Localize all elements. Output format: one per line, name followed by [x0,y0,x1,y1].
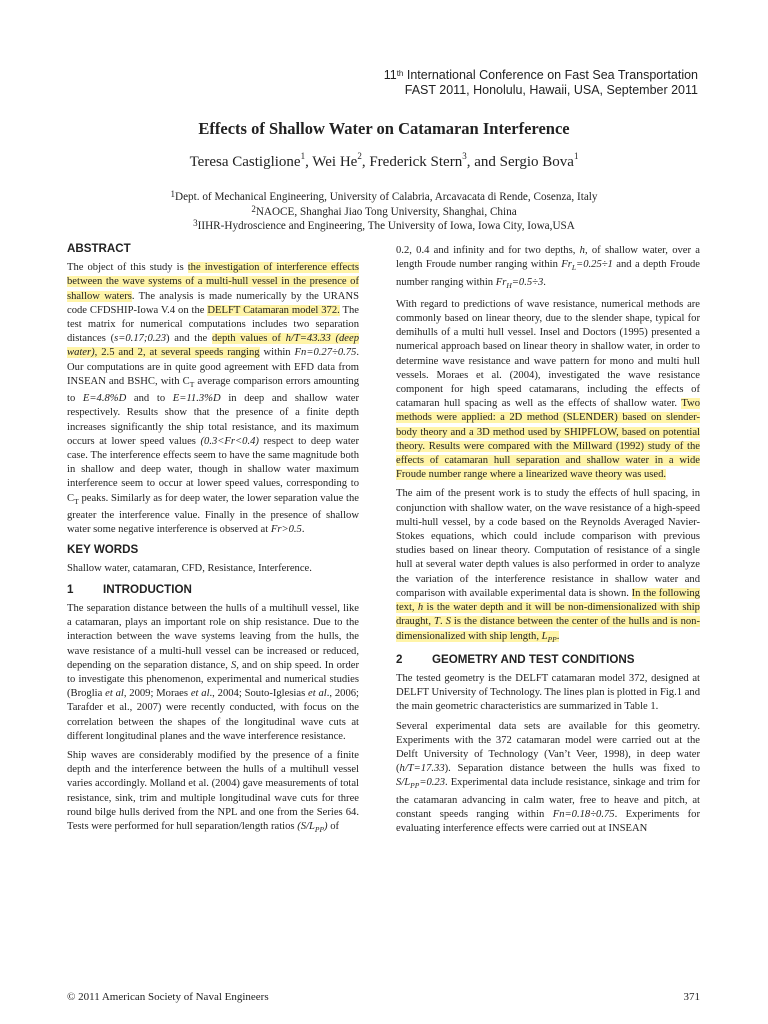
page-number: 371 [683,991,700,1003]
intro-paragraph: The aim of the present work is to study the effects of hull spacing, in conjunction with shallow water, on the wave resistance of a high-speed multi-hull vessel, by a code based on the Reynolds Averaged Navier-Stokes equations, which could include comparison with previous studies based on linear theory. Computation of resistance of a single hull at several water depth values is also performed in order to analyze the variation of the interference resistance in shallow water and comparison with available experimental data is shown. In the following text, h is the water depth and it will be non-dimensionalized with ship draught, T. S is the distance between the center of the hulls and is non-dimensionalized with ship length, $L_{PP}$. [396,488,701,644]
author: Frederick Stern [369,154,463,170]
author-list: Teresa Castiglione$^1$, Wei He$^2$, Frederick Stern$^3$, and Sergio Bova$^1$ [189,151,579,170]
keywords-heading: KEY WORDS [67,543,139,557]
abstract-heading: ABSTRACT [67,242,131,255]
highlight: Two methods were applied: a 2D method (SLENDER) based on slender-body theory and a 3D method used by SHIPFLOW, based on potential theory. Results were compared with the Millward (1992) study of the effects of catamaran hull separation and shallow water in a wide Froude number range where a linearized wave theory was used. [396,398,700,481]
conference-header [384,68,698,98]
geometry-paragraph: The tested geometry is the DELFT catamaran model 372, designed at DELFT University of Technology. The lines plan is plotted in Fig.1 and the main geometric characteristics are summarized in Table 1. [396,673,700,713]
geometry-heading: 2 GEOMETRY AND TEST CONDITIONS [396,652,635,666]
conference-line-1: 11th International Conference on Fast Sea Transportation [383,68,698,82]
affiliation: $^3$IIHR-Hydroscience and Engineering, The University of Iowa, Iowa City, Iowa,USA [193,218,575,232]
author: and Sergio Bova [474,154,574,170]
keywords-text: Shallow water, catamaran, CFD, Resistance, Interference. [67,563,312,575]
highlight: In the following text, h is the water depth and it will be non-dimensionalized with ship draught, T. S is the distance between the center of the hulls and is non-dimensionalized with ship length, $L_{PP}$. [396,587,701,644]
intro-paragraph: 0.2, 0.4 and infinity and for two depths, h, of shallow water, over a length Froude number ranging within $Fr_L=0.25\div 1$ and a depth Froude number ranging within $Fr_H=0.5\div 3$. [396,245,700,290]
right-column [396,244,700,841]
author: Wei He [312,154,358,170]
introduction-heading: 1 INTRODUCTION [67,582,192,596]
affiliation: $^1$Dept. of Mechanical Engineering, University of Calabria, Arcavacata di Rende, Cosenza, Italy [170,189,598,203]
geometry-paragraph: Several experimental data sets are available for this geometry. Experiments with the 372 catamaran model were carried out at the Delft University of Technology (Van’t Veer, 1998), in deep water (h/T=17.33). Separation distance between the hulls was fixed to $S/L_{PP}=0.23$. Experimental data include resistance, sinkage and trim for the catamaran advancing in calm water, free to heave and pitch, at constant speeds ranging within Fn=0.18÷0.75. Experiments for evaluating interference effects were carried out at INSEAN [396,720,701,835]
intro-paragraph: With regard to predictions of wave resistance, numerical methods are commonly based on linear theory, due to the slender shape, typical for demihulls of a multi hull vessel. Insel and Doctors (1995) presented a numerical approach based on linear theory in shallow water, in order to determine wave resistance and wave pattern for mono and multi hull vessels. Moraes et al. (2004), investigated the wave resistance component for high speed catamarans, including the effects of catamaran hull spacing as well as the effects of shallow water. Two methods were applied: a 2D method (SLENDER) based on slender-body theory and a 3D method used by SHIPFLOW, based on potential theory. Results were compared with the Millward (1992) study of the effects of catamaran hull separation and shallow water in a wide Froude number range where a linearized wave theory was used. [396,298,700,481]
highlight: the investigation of interference effects between the wave systems of a multi-hull vessel in the presence of shallow waters [67,262,359,302]
left-column [67,242,359,842]
highlight: DELFT Catamaran model 372. [207,304,340,316]
conference-line-2: FAST 2011, Honolulu, Hawaii, USA, September 2011 [404,83,698,97]
affiliation: $^2$NAOCE, Shanghai Jiao Tong University, Shanghai, China [251,203,517,218]
author: Teresa Castiglione [189,154,301,170]
highlight: depth values of h/T=43.33 (deep water), 2.5 and 2, at several speeds ranging [67,333,360,359]
intro-paragraph: The separation distance between the hulls of a multihull vessel, like a catamaran, plays an important role on ship resistance. Due to the interaction between the wave systems leaving from the hulls, the wave resistance of a multi-hull vessel can be increased or reduced, depending on the separation distance, S, and on ship speed. In order to investigate this phenomenon, experimental and numerical studies (Broglia et al, 2009; Moraes et al., 2004; Souto-Iglesias et al., 2006; Tarafder et al., 2007) were recently conducted, with focus on the correlation between the shapes of the longitudinal wave cuts at different longitudinal planes and the wave interference resistance. [67,602,359,742]
paper-title: Effects of Shallow Water on Catamaran Interference [198,119,570,138]
affiliation-list [0,190,768,234]
intro-paragraph: Ship waves are considerably modified by the presence of a finite depth and the interference between the hulls of a multihull vessel varies accordingly. Molland et al. (2004) gave measurements of total resistance, sink, trim and multiple longitudinal wave cuts for three round bilge hulls derived from the NPL and one from the Series 64. Tests were performed for hull separation/length ratios $(S/L_{PP})$ of [67,749,359,835]
abstract-paragraph: The object of this study is the investigation of interference effects between the wave systems of a multi-hull vessel in the presence of shallow waters. The analysis is made numerically by the URANS code CFDSHIP-Iowa V.4 on the DELFT Catamaran model 372. The test matrix for numerical computations includes two separation distances (s=0.17;0.23) and the depth values of h/T=43.33 (deep water), 2.5 and 2, at several speeds ranging within Fn=0.27÷0.75. Our computations are in quite good agreement with EFD data from INSEAN and BSHC, with $C_T$ average comparison errors amounting to E=4.8%D and to E=11.3%D in deep and shallow water respectively. Results show that the presence of a finite depth increases significantly the ship total resistance, and its maximum occurs at lower speed values (0.3<Fr<0.4) respect to deep water case. The interference effects seem to have the same magnitude both in shallow and deep water, though in shallow water maximum interference seem to occur at lower speed values, corresponding to $C_T$ peaks. Similarly as for deep water, the lower separation value the greater the interference value. Finally in the presence of shallow water some negative interference is observed at Fr>0.5. [67,262,360,536]
copyright-notice: © 2011 American Society of Naval Engineers [67,991,269,1003]
